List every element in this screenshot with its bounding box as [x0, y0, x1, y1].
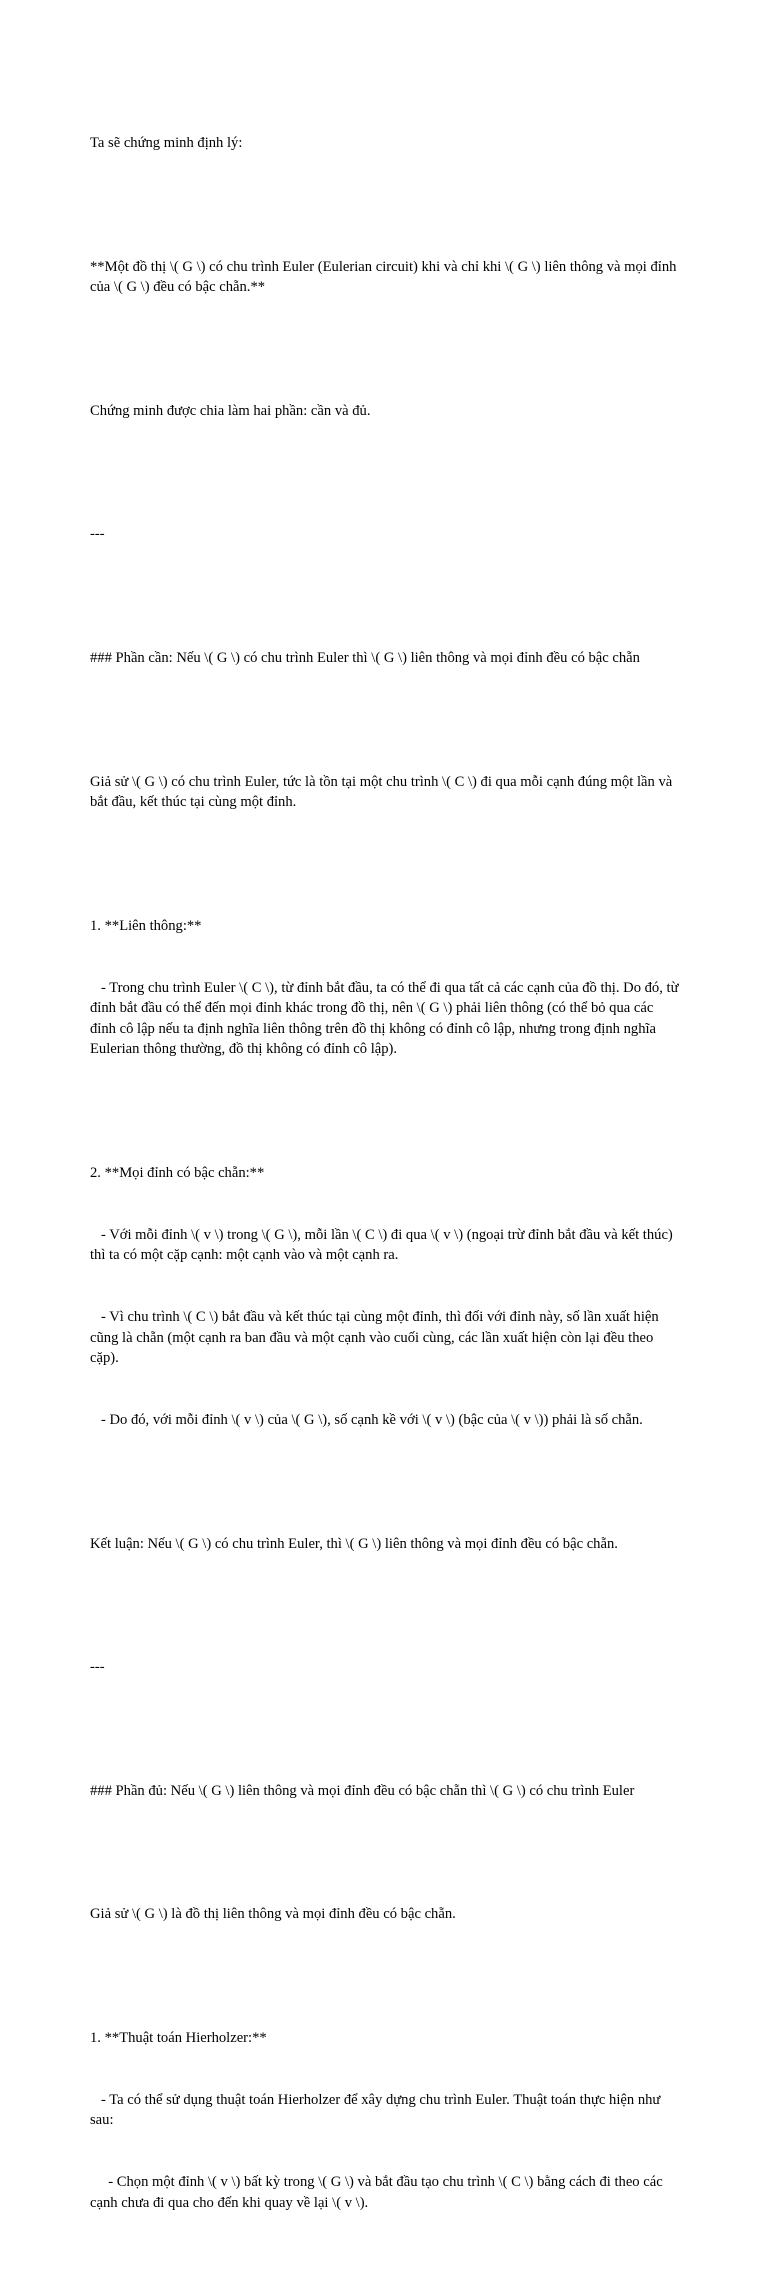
text-line: Kết luận: Nếu \( G \) có chu trình Euler, thì \( G \) liên thông và mọi đỉnh đều có bậc chẵn. — [90, 1535, 618, 1552]
separator — [90, 483, 682, 586]
intro-paragraph — [90, 92, 682, 195]
text-line: - Vì chu trình \( C \) bắt đầu và kết thúc tại cùng một đỉnh, thì đối với đỉnh này, số lần xuất hiện cũng là chẵn (một cạnh ra ban đầu và một cạnh vào cuối cùng, các lần xuất hiện còn lại đều theo cặp). — [90, 1309, 663, 1367]
separator — [90, 1616, 682, 1719]
text-line: Giả sử \( G \) có chu trình Euler, tức là tồn tại một chu trình \( C \) đi qua mỗi cạnh đúng một lần và bắt đầu, kết thúc tại cùng một đỉnh. — [90, 773, 676, 811]
text-line: 1. **Liên thông:** — [90, 917, 202, 934]
text-line: Chứng minh được chia làm hai phần: cần và đủ. — [90, 402, 371, 419]
text-line: Giả sử \( G \) là đồ thị liên thông và mọi đỉnh đều có bậc chẵn. — [90, 1906, 456, 1923]
proof-overview — [90, 360, 682, 463]
theorem-statement — [90, 216, 682, 340]
even-degree-section — [90, 1122, 682, 1472]
text-line: - Trong chu trình Euler \( C \), từ đỉnh bắt đầu, ta có thể đi qua tất cả các cạnh của đồ thị. Do đó, từ đỉnh bắt đầu có thể đến mọi đỉnh khác trong đồ thị, nên \( G \) phải liên thông (có thể bỏ qua các đỉnh cô lập nếu ta định nghĩa liên thông trên đồ thị không có đỉnh cô lập, nhưng trong định nghĩa Eulerian thông thường, đồ thị không có đỉnh cô lập). — [90, 979, 683, 1058]
hierholzer-section — [90, 1987, 682, 2255]
necessity-assumption — [90, 730, 682, 854]
sufficiency-assumption — [90, 1863, 682, 1966]
connectivity-section — [90, 875, 682, 1102]
necessity-conclusion — [90, 1492, 682, 1595]
text-line: ### Phần đủ: Nếu \( G \) liên thông và mọi đỉnh đều có bậc chẵn thì \( G \) có chu trình Euler — [90, 1782, 635, 1799]
text-line: - Do đó, với mỗi đỉnh \( v \) của \( G \), số cạnh kề với \( v \) (bậc của \( v \)) phải là số chẵn. — [90, 1412, 643, 1428]
text-line: --- — [90, 1659, 105, 1676]
document-page — [90, 92, 682, 2275]
text-line: **Một đồ thị \( G \) có chu trình Euler (Eulerian circuit) khi và chỉ khi \( G \) liên thông và mọi đỉnh của \( G \) đều có bậc chẵn.** — [90, 258, 681, 296]
text-line: ### Phần cần: Nếu \( G \) có chu trình Euler thì \( G \) liên thông và mọi đỉnh đều có bậc chẵn — [90, 650, 640, 667]
text-line: - Chọn một đỉnh \( v \) bất kỳ trong \( G \) và bắt đầu tạo chu trình \( C \) bằng cách đi theo các cạnh chưa đi qua cho đến khi quay về lại \( v \). — [90, 2173, 667, 2211]
text-line: - Với mỗi đỉnh \( v \) trong \( G \), mỗi lần \( C \) đi qua \( v \) (ngoại trừ đỉnh bắt đầu và kết thúc) thì ta có một cặp cạnh: một cạnh vào và một cạnh ra. — [90, 1226, 677, 1264]
text-line: 1. **Thuật toán Hierholzer:** — [90, 2029, 267, 2046]
text-line: --- — [90, 526, 105, 543]
necessity-heading — [90, 607, 682, 710]
text-line: - Ta có thể sử dụng thuật toán Hierholzer để xây dựng chu trình Euler. Thuật toán thực hiện như sau: — [90, 2091, 664, 2129]
text-line: Ta sẽ chứng minh định lý: — [90, 135, 243, 152]
sufficiency-heading — [90, 1740, 682, 1843]
text-line: 2. **Mọi đỉnh có bậc chẵn:** — [90, 1164, 265, 1181]
